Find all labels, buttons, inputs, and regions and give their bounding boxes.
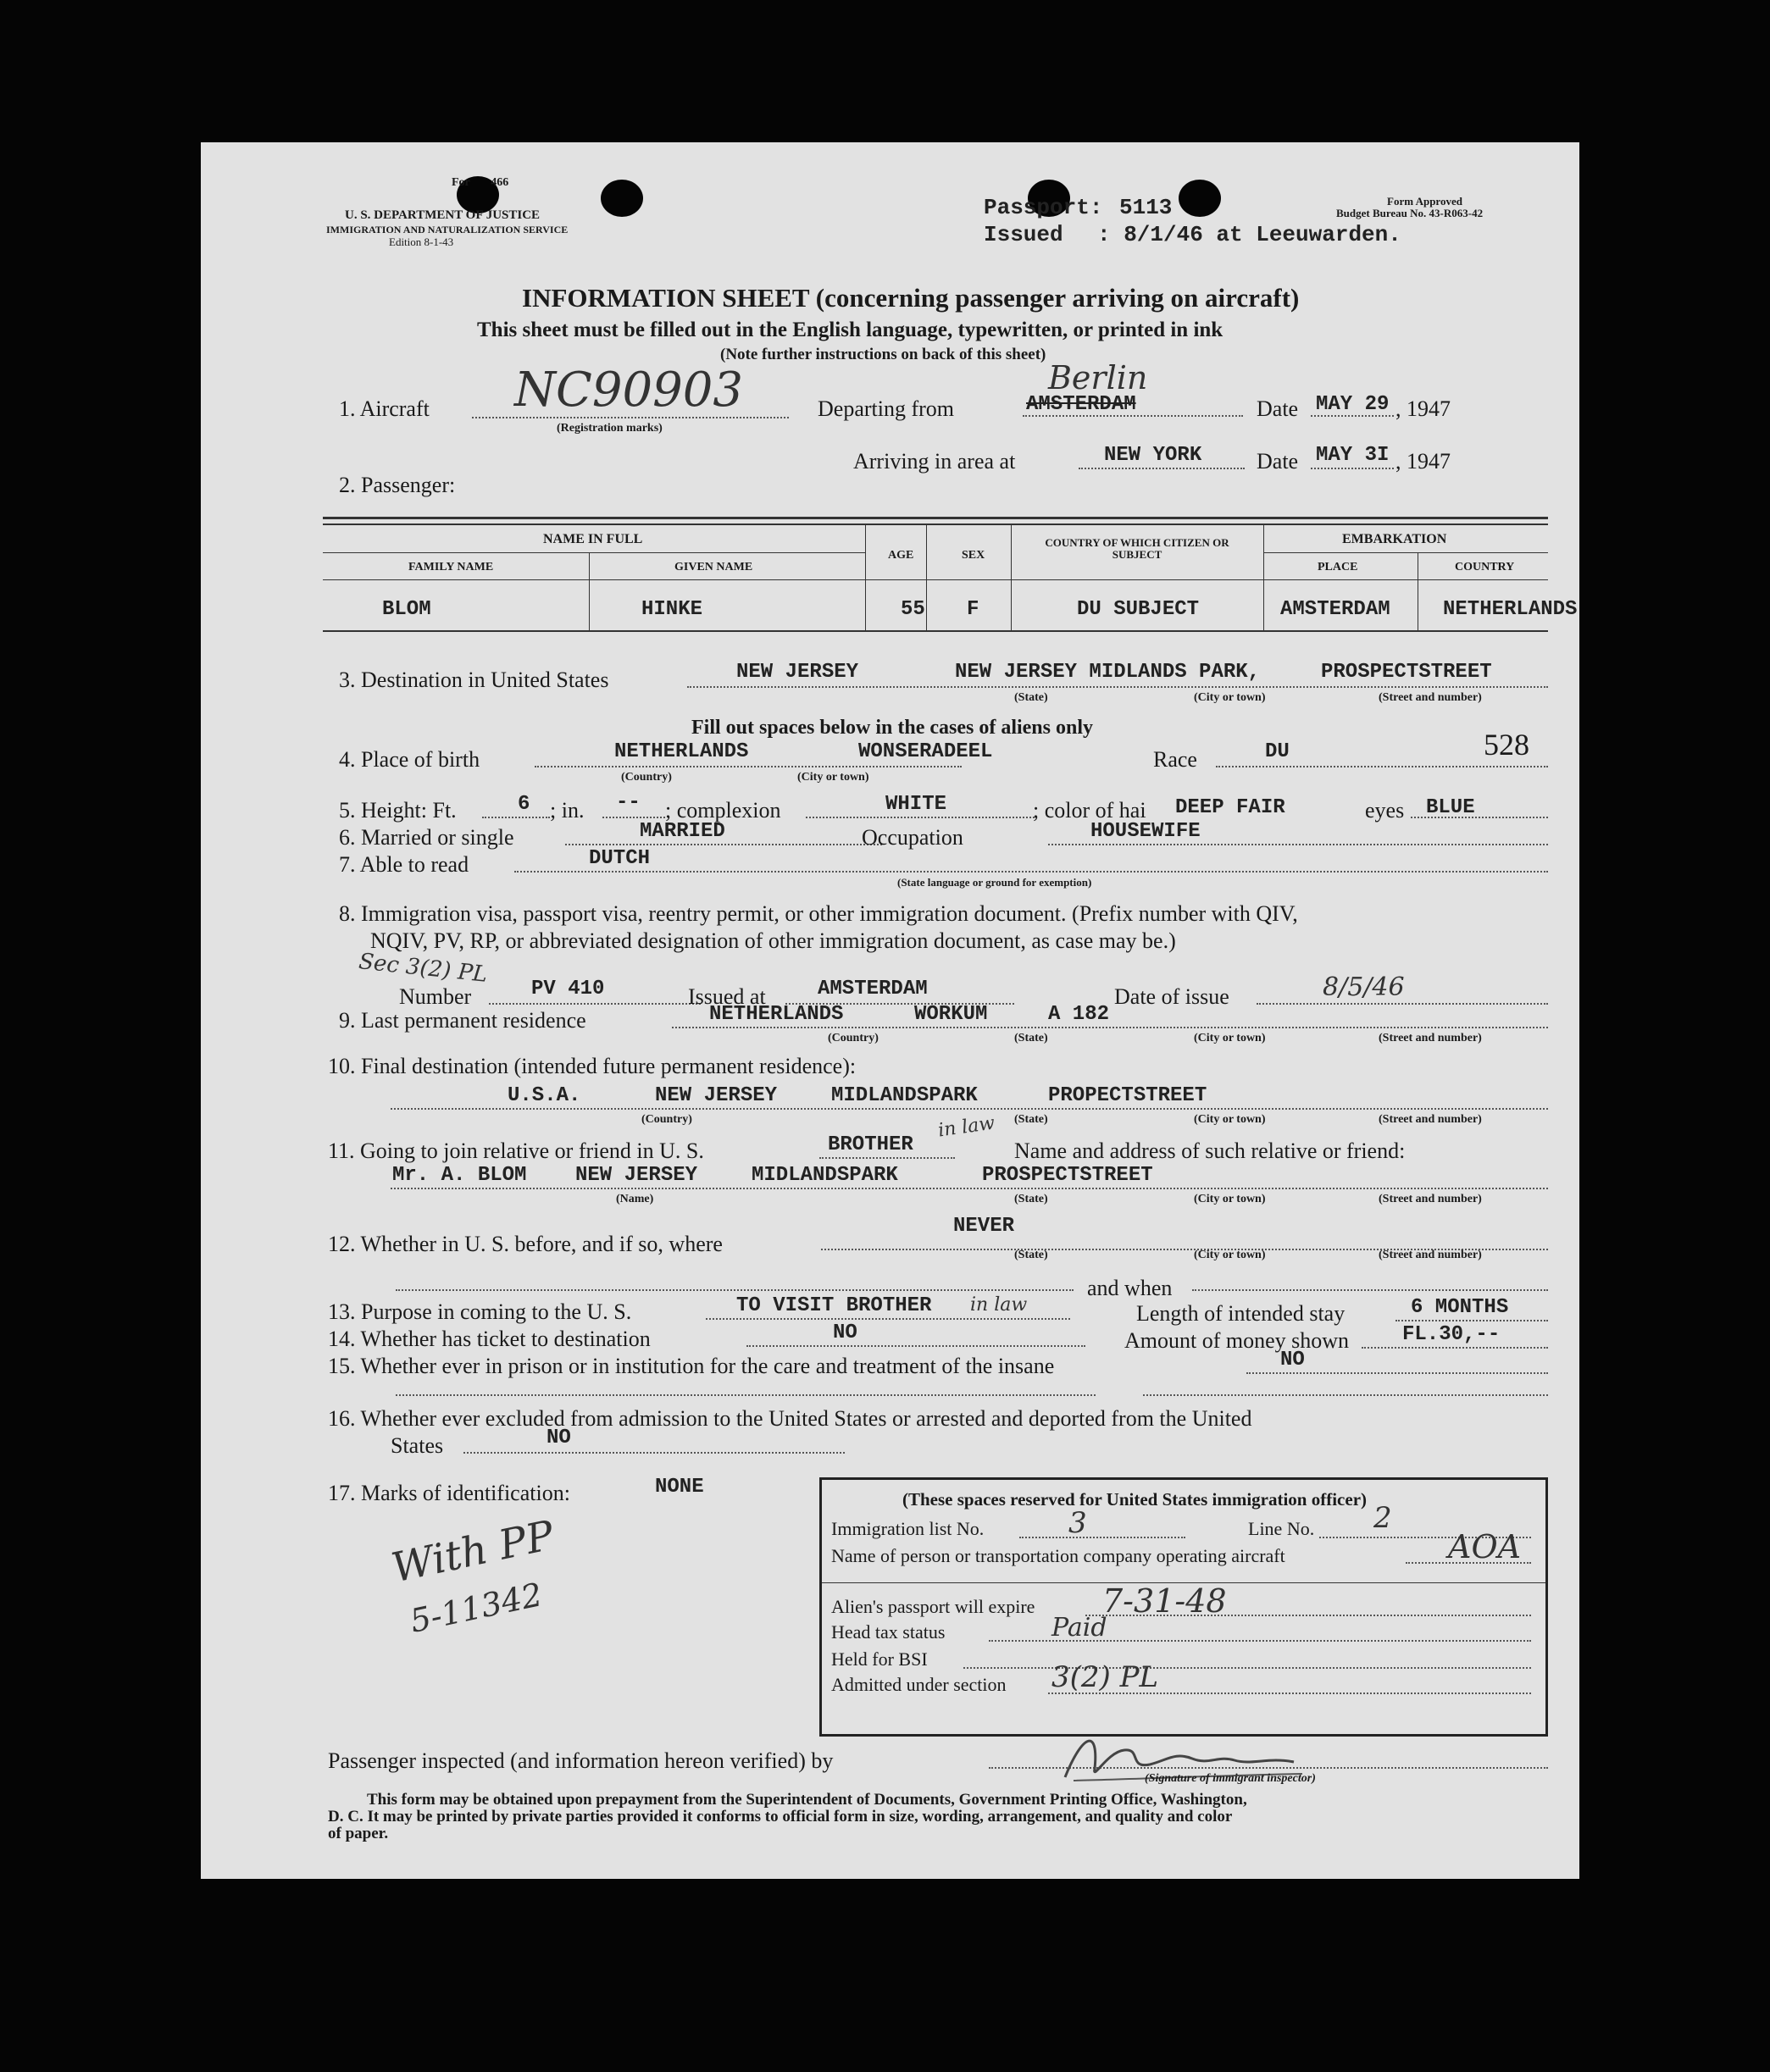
header-embarkation: EMBARKATION xyxy=(1342,532,1447,546)
birth-label: 4. Place of birth xyxy=(339,747,480,772)
caption-state: (State) xyxy=(1014,1193,1048,1205)
caption-state: (State) xyxy=(1014,1032,1048,1044)
line-no-value: 2 xyxy=(1373,1501,1392,1535)
arriving-year: , 1947 xyxy=(1395,449,1451,474)
company-label: Name of person or transportation company operating aircraft xyxy=(831,1545,1285,1566)
visa-number: PV 410 xyxy=(531,978,605,1000)
join-street: PROSPECTSTREET xyxy=(982,1164,1153,1187)
aircraft-label: 1. Aircraft xyxy=(339,396,430,421)
occupation-label: Occupation xyxy=(862,825,963,850)
header-emb-country: COUNTRY xyxy=(1455,561,1515,573)
destination-city: NEW JERSEY MIDLANDS PARK, xyxy=(955,661,1261,684)
caption-city: (City or town) xyxy=(1194,1032,1266,1044)
excluded-value: NO xyxy=(547,1427,571,1449)
excluded-label-2: States xyxy=(391,1433,444,1458)
caption-country: (Country) xyxy=(828,1032,879,1044)
final-label: 10. Final destination (intended future permanent residence): xyxy=(328,1054,857,1078)
header-given: GIVEN NAME xyxy=(674,561,753,573)
married-label: 6. Married or single xyxy=(339,825,514,850)
height-ft: 6 xyxy=(518,793,530,816)
caption-street: (Street and number) xyxy=(1379,1113,1482,1126)
footer-line-3: of paper. xyxy=(328,1825,389,1842)
complexion-value: WHITE xyxy=(885,793,947,816)
read-label: 7. Able to read xyxy=(339,852,469,877)
visa-number-label: Number xyxy=(399,984,472,1009)
sex: F xyxy=(967,598,979,621)
join-label: 11. Going to join relative or friend in U. S. xyxy=(328,1138,704,1163)
before-label: 12. Whether in U. S. before, and if so, where xyxy=(328,1232,723,1256)
punch-hole xyxy=(1179,180,1221,217)
destination-state: NEW JERSEY xyxy=(736,661,859,684)
ticket-value: NO xyxy=(833,1321,857,1344)
prison-label: 15. Whether ever in prison or in institution for the care and treatment of the insane xyxy=(328,1354,1055,1378)
occupation-value: HOUSEWIFE xyxy=(1090,820,1201,843)
given-name: HINKE xyxy=(641,598,703,621)
stay-value: 6 MONTHS xyxy=(1411,1296,1509,1319)
join-relation: BROTHER xyxy=(828,1133,913,1156)
list-no-label: Immigration list No. xyxy=(831,1518,985,1539)
purpose-hand: in law xyxy=(970,1294,1028,1316)
visa-issued-label: Issued at xyxy=(688,984,766,1009)
caption-city: (City or town) xyxy=(1194,691,1266,704)
expire-label: Alien's passport will expire xyxy=(831,1596,1035,1617)
caption-state: (State) xyxy=(1014,1113,1048,1126)
eyes-value: BLUE xyxy=(1426,796,1475,819)
race-value: DU xyxy=(1265,740,1290,763)
caption-street: (Street and number) xyxy=(1379,1193,1482,1205)
age: 55 xyxy=(901,598,925,621)
aliens-header: Fill out spaces below in the cases of aliens only xyxy=(691,717,1094,739)
caption-name: (Name) xyxy=(616,1193,654,1205)
embarkation-country: NETHERLANDS xyxy=(1443,598,1578,621)
citizenship: DU SUBJECT xyxy=(1077,598,1200,621)
destination-label: 3. Destination in United States xyxy=(339,668,609,692)
marks-label: 17. Marks of identification: xyxy=(328,1481,570,1505)
tax-value: Paid xyxy=(1051,1613,1107,1643)
arriving-date: MAY 3I xyxy=(1316,444,1390,467)
caption-city: (City or town) xyxy=(1194,1113,1266,1126)
expire-value: 7-31-48 xyxy=(1102,1582,1227,1620)
prison-value: NO xyxy=(1280,1349,1305,1371)
hair-value: DEEP FAIR xyxy=(1175,796,1285,819)
purpose-value: TO VISIT BROTHER xyxy=(736,1294,932,1317)
residence-label: 9. Last permanent residence xyxy=(339,1008,586,1033)
join-relation-hand: in law xyxy=(936,1112,996,1142)
departing-value: AMSTERDAM xyxy=(1026,393,1136,416)
money-label: Amount of money shown xyxy=(1124,1328,1350,1353)
final-country: U.S.A. xyxy=(508,1084,581,1107)
signature-caption: (Signature of immigrant inspector) xyxy=(1145,1772,1316,1785)
caption-state: (State) xyxy=(1014,691,1048,704)
passport-label: Passport: xyxy=(984,195,1103,220)
read-value: DUTCH xyxy=(589,847,651,870)
form-approved: Form Approved xyxy=(1387,195,1462,208)
aircraft-registration: NC90903 xyxy=(514,363,743,418)
hair-label: ; color of hai xyxy=(1033,798,1146,823)
height-in: -- xyxy=(616,791,641,814)
residence-city: A 182 xyxy=(1048,1003,1110,1026)
money-value: FL.30,-- xyxy=(1402,1323,1501,1346)
before-value: NEVER xyxy=(953,1215,1015,1238)
caption-street: (Street and number) xyxy=(1379,1249,1482,1261)
family-name: BLOM xyxy=(382,598,431,621)
header-country: COUNTRY OF WHICH CITIZEN OR SUBJECT xyxy=(1045,536,1229,561)
bsi-label: Held for BSI xyxy=(831,1648,928,1670)
complexion-label: ; complexion xyxy=(665,798,781,823)
departing-label: Departing from xyxy=(818,396,955,421)
inspected-label: Passenger inspected (and information hereon verified) by xyxy=(328,1748,834,1773)
issued-label: Issued xyxy=(984,222,1063,247)
caption-street: (Street and number) xyxy=(1379,691,1482,704)
header-name-in-full: NAME IN FULL xyxy=(543,532,643,546)
final-state: NEW JERSEY xyxy=(655,1084,778,1107)
visa-label-1: 8. Immigration visa, passport visa, reentry permit, or other immigration document. (Prefix number with QIV, xyxy=(339,901,1298,926)
header-place: PLACE xyxy=(1318,561,1358,573)
footer-line-1: This form may be obtained upon prepayment from the Superintendent of Documents, Government Printing Office, Washington, xyxy=(367,1791,1247,1809)
footer-line-2: D. C. It may be printed by private parties provided it conforms to official form in size, wording, arrangement, and quality and color xyxy=(328,1808,1233,1825)
arriving-value: NEW YORK xyxy=(1104,444,1202,467)
birth-country: NETHERLANDS xyxy=(614,740,749,763)
eyes-label: eyes xyxy=(1365,798,1405,823)
visa-label-2: NQIV, PV, RP, or abbreviated designation of other immigration document, as case may be.) xyxy=(370,928,1176,953)
caption-state-language: (State language or ground for exemption) xyxy=(897,876,1092,889)
final-street: PROPECTSTREET xyxy=(1048,1084,1207,1107)
edition: Edition 8-1-43 xyxy=(389,235,454,248)
hand-note-left-1: With PP xyxy=(387,1511,558,1593)
when-label: and when xyxy=(1087,1276,1173,1300)
department: U. S. DEPARTMENT OF JUSTICE xyxy=(345,208,541,222)
departing-hand: Berlin xyxy=(1048,359,1148,396)
budget-bureau: Budget Bureau No. 43-R063-42 xyxy=(1336,207,1484,219)
issued-value: : 8/1/46 at Leeuwarden. xyxy=(1097,222,1401,247)
information-sheet xyxy=(201,142,1579,1879)
subtitle: This sheet must be filled out in the English language, typewritten, or printed in ink xyxy=(477,319,1223,341)
company-value: AOA xyxy=(1448,1528,1522,1565)
excluded-label-1: 16. Whether ever excluded from admission to the United States or arrested and deported from the United xyxy=(328,1406,1252,1431)
visa-issued-value: AMSTERDAM xyxy=(818,978,928,1000)
title: INFORMATION SHEET (concerning passenger arriving on aircraft) xyxy=(522,283,1300,313)
service: IMMIGRATION AND NATURALIZATION SERVICE xyxy=(326,224,569,235)
title-note: (Note further instructions on back of this sheet) xyxy=(720,346,1046,363)
residence-country: NETHERLANDS xyxy=(709,1003,844,1026)
destination-street: PROSPECTSTREET xyxy=(1321,661,1492,684)
married-value: MARRIED xyxy=(640,820,725,843)
header-sex: SEX xyxy=(962,549,985,562)
departing-date: MAY 29 xyxy=(1316,393,1390,416)
arriving-label: Arriving in area at xyxy=(853,449,1016,474)
stay-label: Length of intended stay xyxy=(1136,1301,1346,1326)
caption-country: (Country) xyxy=(621,771,672,784)
birth-city: WONSERADEEL xyxy=(858,740,993,763)
departing-year: , 1947 xyxy=(1395,396,1451,421)
ticket-label: 14. Whether has ticket to destination xyxy=(328,1327,651,1351)
embarkation-place: AMSTERDAM xyxy=(1280,598,1390,621)
registration-caption: (Registration marks) xyxy=(557,422,663,435)
marks-value: NONE xyxy=(655,1476,704,1499)
form-number: For 466 xyxy=(452,176,509,189)
caption-city: (City or town) xyxy=(797,771,869,784)
officer-box-title: (These spaces reserved for United States immigration officer) xyxy=(902,1489,1368,1510)
residence-state: WORKUM xyxy=(914,1003,988,1026)
caption-city: (City or town) xyxy=(1194,1193,1266,1205)
join-state: NEW JERSEY xyxy=(575,1164,698,1187)
caption-country: (Country) xyxy=(641,1113,692,1126)
final-city: MIDLANDSPARK xyxy=(831,1084,978,1107)
caption-city: (City or town) xyxy=(1194,1249,1266,1261)
line-no-label: Line No. xyxy=(1248,1518,1315,1539)
header-age: AGE xyxy=(888,549,914,562)
visa-date-label: Date of issue xyxy=(1114,984,1229,1009)
departing-date-label: Date xyxy=(1257,396,1299,421)
join-name: Mr. A. BLOM xyxy=(392,1164,527,1187)
join-city: MIDLANDSPARK xyxy=(752,1164,898,1187)
tax-label: Head tax status xyxy=(831,1621,946,1643)
arriving-date-label: Date xyxy=(1257,449,1299,474)
visa-hand-note: Sec 3(2) PL xyxy=(357,949,489,988)
visa-date: 8/5/46 xyxy=(1323,972,1405,1002)
list-no-value: 3 xyxy=(1068,1506,1087,1540)
join-label-2: Name and address of such relative or friend: xyxy=(1014,1138,1406,1163)
punch-hole xyxy=(601,180,643,217)
hand-note-left-2: 5-11342 xyxy=(407,1576,546,1640)
purpose-label: 13. Purpose in coming to the U. S. xyxy=(328,1299,632,1324)
section-value: 3(2) PL xyxy=(1051,1660,1159,1694)
inch-label: ; in. xyxy=(550,798,585,823)
passport-value: 5113 xyxy=(1119,195,1173,220)
caption-street: (Street and number) xyxy=(1379,1032,1482,1044)
height-label: 5. Height: Ft. xyxy=(339,798,457,823)
section-label: Admitted under section xyxy=(831,1674,1007,1695)
race-label: Race xyxy=(1153,747,1197,772)
passenger-label: 2. Passenger: xyxy=(339,473,456,497)
caption-state: (State) xyxy=(1014,1249,1048,1261)
margin-number: 528 xyxy=(1484,728,1529,762)
header-family: FAMILY NAME xyxy=(408,561,494,573)
